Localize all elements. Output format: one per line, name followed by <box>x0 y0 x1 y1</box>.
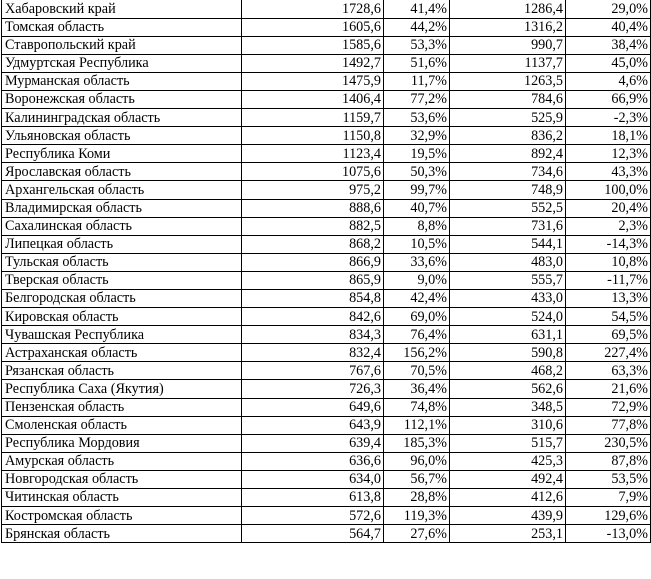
percent-1-cell: 77,2% <box>384 90 450 108</box>
value-2-cell: 492,4 <box>450 470 566 488</box>
value-2-cell: 439,9 <box>450 507 566 525</box>
percent-1-cell: 51,6% <box>384 54 450 72</box>
percent-1-cell: 42,4% <box>384 290 450 308</box>
table-row <box>2 145 651 163</box>
percent-1-cell: 28,8% <box>384 489 450 507</box>
percent-1-cell: 44,2% <box>384 18 450 36</box>
table-row <box>2 362 651 380</box>
percent-1-cell: 11,7% <box>384 72 450 90</box>
value-1-cell: 1492,7 <box>242 54 384 72</box>
region-statistics-table <box>1 0 651 543</box>
value-2-cell: 731,6 <box>450 217 566 235</box>
percent-2-cell: 38,4% <box>566 36 651 54</box>
region-name-cell: Чувашская Республика <box>2 326 242 344</box>
region-name-cell: Мурманская область <box>2 72 242 90</box>
value-1-cell: 868,2 <box>242 235 384 253</box>
table-row <box>2 271 651 289</box>
percent-2-cell: -13,0% <box>566 525 651 543</box>
percent-2-cell: 100,0% <box>566 181 651 199</box>
table-row <box>2 452 651 470</box>
value-1-cell: 634,0 <box>242 470 384 488</box>
value-2-cell: 748,9 <box>450 181 566 199</box>
region-name-cell: Рязанская область <box>2 362 242 380</box>
table-row <box>2 90 651 108</box>
table-row <box>2 127 651 145</box>
value-1-cell: 1075,6 <box>242 163 384 181</box>
value-2-cell: 1263,5 <box>450 72 566 90</box>
value-1-cell: 1728,6 <box>242 0 384 18</box>
table-row <box>2 308 651 326</box>
table-row <box>2 470 651 488</box>
table-row <box>2 253 651 271</box>
value-2-cell: 892,4 <box>450 145 566 163</box>
region-name-cell: Астраханская область <box>2 344 242 362</box>
table-row <box>2 416 651 434</box>
percent-2-cell: 77,8% <box>566 416 651 434</box>
percent-2-cell: 43,3% <box>566 163 651 181</box>
percent-1-cell: 41,4% <box>384 0 450 18</box>
value-2-cell: 425,3 <box>450 452 566 470</box>
table-row <box>2 109 651 127</box>
region-name-cell: Удмуртская Республика <box>2 54 242 72</box>
value-2-cell: 562,6 <box>450 380 566 398</box>
percent-2-cell: -2,3% <box>566 109 651 127</box>
value-2-cell: 1286,4 <box>450 0 566 18</box>
table-row <box>2 199 651 217</box>
value-1-cell: 636,6 <box>242 452 384 470</box>
region-name-cell: Тульская область <box>2 253 242 271</box>
region-name-cell: Липецкая область <box>2 235 242 253</box>
percent-2-cell: 69,5% <box>566 326 651 344</box>
region-name-cell: Владимирская область <box>2 199 242 217</box>
value-1-cell: 834,3 <box>242 326 384 344</box>
region-name-cell: Ульяновская область <box>2 127 242 145</box>
value-1-cell: 865,9 <box>242 271 384 289</box>
value-1-cell: 572,6 <box>242 507 384 525</box>
value-1-cell: 767,6 <box>242 362 384 380</box>
region-name-cell: Сахалинская область <box>2 217 242 235</box>
value-2-cell: 525,9 <box>450 109 566 127</box>
percent-2-cell: 63,3% <box>566 362 651 380</box>
value-2-cell: 483,0 <box>450 253 566 271</box>
value-1-cell: 643,9 <box>242 416 384 434</box>
percent-1-cell: 40,7% <box>384 199 450 217</box>
percent-1-cell: 19,5% <box>384 145 450 163</box>
value-2-cell: 555,7 <box>450 271 566 289</box>
percent-1-cell: 9,0% <box>384 271 450 289</box>
percent-2-cell: -14,3% <box>566 235 651 253</box>
value-2-cell: 1316,2 <box>450 18 566 36</box>
table-row <box>2 54 651 72</box>
percent-2-cell: 4,6% <box>566 72 651 90</box>
value-2-cell: 310,6 <box>450 416 566 434</box>
value-2-cell: 412,6 <box>450 489 566 507</box>
value-1-cell: 866,9 <box>242 253 384 271</box>
percent-1-cell: 70,5% <box>384 362 450 380</box>
table-row <box>2 525 651 543</box>
region-name-cell: Республика Коми <box>2 145 242 163</box>
table-body <box>2 0 651 543</box>
value-2-cell: 734,6 <box>450 163 566 181</box>
table-row <box>2 36 651 54</box>
percent-2-cell: -11,7% <box>566 271 651 289</box>
table-row <box>2 326 651 344</box>
region-name-cell: Республика Мордовия <box>2 434 242 452</box>
table-row <box>2 434 651 452</box>
value-2-cell: 552,5 <box>450 199 566 217</box>
region-name-cell: Читинская область <box>2 489 242 507</box>
percent-1-cell: 96,0% <box>384 452 450 470</box>
percent-1-cell: 185,3% <box>384 434 450 452</box>
value-1-cell: 613,8 <box>242 489 384 507</box>
percent-1-cell: 56,7% <box>384 470 450 488</box>
region-name-cell: Ярославская область <box>2 163 242 181</box>
region-name-cell: Костромская область <box>2 507 242 525</box>
value-1-cell: 842,6 <box>242 308 384 326</box>
value-2-cell: 468,2 <box>450 362 566 380</box>
region-name-cell: Хабаровский край <box>2 0 242 18</box>
percent-1-cell: 50,3% <box>384 163 450 181</box>
value-2-cell: 784,6 <box>450 90 566 108</box>
percent-2-cell: 230,5% <box>566 434 651 452</box>
percent-2-cell: 66,9% <box>566 90 651 108</box>
region-name-cell: Томская область <box>2 18 242 36</box>
region-name-cell: Пензенская область <box>2 398 242 416</box>
table-row <box>2 380 651 398</box>
percent-2-cell: 54,5% <box>566 308 651 326</box>
value-1-cell: 1585,6 <box>242 36 384 54</box>
value-2-cell: 1137,7 <box>450 54 566 72</box>
value-2-cell: 836,2 <box>450 127 566 145</box>
table-row <box>2 398 651 416</box>
table-row <box>2 72 651 90</box>
percent-2-cell: 12,3% <box>566 145 651 163</box>
value-1-cell: 639,4 <box>242 434 384 452</box>
percent-2-cell: 40,4% <box>566 18 651 36</box>
value-1-cell: 1406,4 <box>242 90 384 108</box>
value-1-cell: 854,8 <box>242 290 384 308</box>
percent-2-cell: 129,6% <box>566 507 651 525</box>
percent-2-cell: 45,0% <box>566 54 651 72</box>
percent-1-cell: 112,1% <box>384 416 450 434</box>
value-1-cell: 1605,6 <box>242 18 384 36</box>
percent-2-cell: 87,8% <box>566 452 651 470</box>
table-row <box>2 290 651 308</box>
value-1-cell: 726,3 <box>242 380 384 398</box>
percent-1-cell: 53,3% <box>384 36 450 54</box>
region-name-cell: Новгородская область <box>2 470 242 488</box>
percent-1-cell: 69,0% <box>384 308 450 326</box>
table-row <box>2 0 651 18</box>
percent-2-cell: 20,4% <box>566 199 651 217</box>
value-1-cell: 1150,8 <box>242 127 384 145</box>
percent-2-cell: 72,9% <box>566 398 651 416</box>
percent-2-cell: 21,6% <box>566 380 651 398</box>
region-name-cell: Тверская область <box>2 271 242 289</box>
region-name-cell: Амурская область <box>2 452 242 470</box>
value-2-cell: 348,5 <box>450 398 566 416</box>
percent-1-cell: 74,8% <box>384 398 450 416</box>
value-1-cell: 564,7 <box>242 525 384 543</box>
percent-1-cell: 8,8% <box>384 217 450 235</box>
value-1-cell: 832,4 <box>242 344 384 362</box>
percent-1-cell: 33,6% <box>384 253 450 271</box>
region-name-cell: Калининградская область <box>2 109 242 127</box>
value-2-cell: 253,1 <box>450 525 566 543</box>
percent-1-cell: 27,6% <box>384 525 450 543</box>
percent-2-cell: 10,8% <box>566 253 651 271</box>
region-name-cell: Архангельская область <box>2 181 242 199</box>
percent-1-cell: 36,4% <box>384 380 450 398</box>
percent-1-cell: 119,3% <box>384 507 450 525</box>
value-1-cell: 888,6 <box>242 199 384 217</box>
table-row <box>2 181 651 199</box>
value-1-cell: 1159,7 <box>242 109 384 127</box>
table-row <box>2 489 651 507</box>
percent-2-cell: 29,0% <box>566 0 651 18</box>
region-name-cell: Белгородская область <box>2 290 242 308</box>
percent-2-cell: 13,3% <box>566 290 651 308</box>
table-row <box>2 235 651 253</box>
table-row <box>2 507 651 525</box>
percent-2-cell: 2,3% <box>566 217 651 235</box>
value-2-cell: 515,7 <box>450 434 566 452</box>
region-name-cell: Воронежская область <box>2 90 242 108</box>
percent-1-cell: 32,9% <box>384 127 450 145</box>
percent-1-cell: 76,4% <box>384 326 450 344</box>
value-2-cell: 631,1 <box>450 326 566 344</box>
region-name-cell: Ставропольский край <box>2 36 242 54</box>
table-row <box>2 18 651 36</box>
percent-1-cell: 10,5% <box>384 235 450 253</box>
region-name-cell: Республика Саха (Якутия) <box>2 380 242 398</box>
value-2-cell: 590,8 <box>450 344 566 362</box>
table-row <box>2 163 651 181</box>
value-1-cell: 975,2 <box>242 181 384 199</box>
table-row <box>2 217 651 235</box>
value-2-cell: 433,0 <box>450 290 566 308</box>
region-name-cell: Брянская область <box>2 525 242 543</box>
value-1-cell: 649,6 <box>242 398 384 416</box>
region-name-cell: Смоленская область <box>2 416 242 434</box>
value-1-cell: 1123,4 <box>242 145 384 163</box>
value-1-cell: 882,5 <box>242 217 384 235</box>
value-2-cell: 544,1 <box>450 235 566 253</box>
percent-2-cell: 53,5% <box>566 470 651 488</box>
value-2-cell: 990,7 <box>450 36 566 54</box>
value-1-cell: 1475,9 <box>242 72 384 90</box>
percent-1-cell: 99,7% <box>384 181 450 199</box>
value-2-cell: 524,0 <box>450 308 566 326</box>
percent-1-cell: 53,6% <box>384 109 450 127</box>
percent-2-cell: 7,9% <box>566 489 651 507</box>
region-name-cell: Кировская область <box>2 308 242 326</box>
percent-2-cell: 227,4% <box>566 344 651 362</box>
percent-2-cell: 18,1% <box>566 127 651 145</box>
percent-1-cell: 156,2% <box>384 344 450 362</box>
table-row <box>2 344 651 362</box>
